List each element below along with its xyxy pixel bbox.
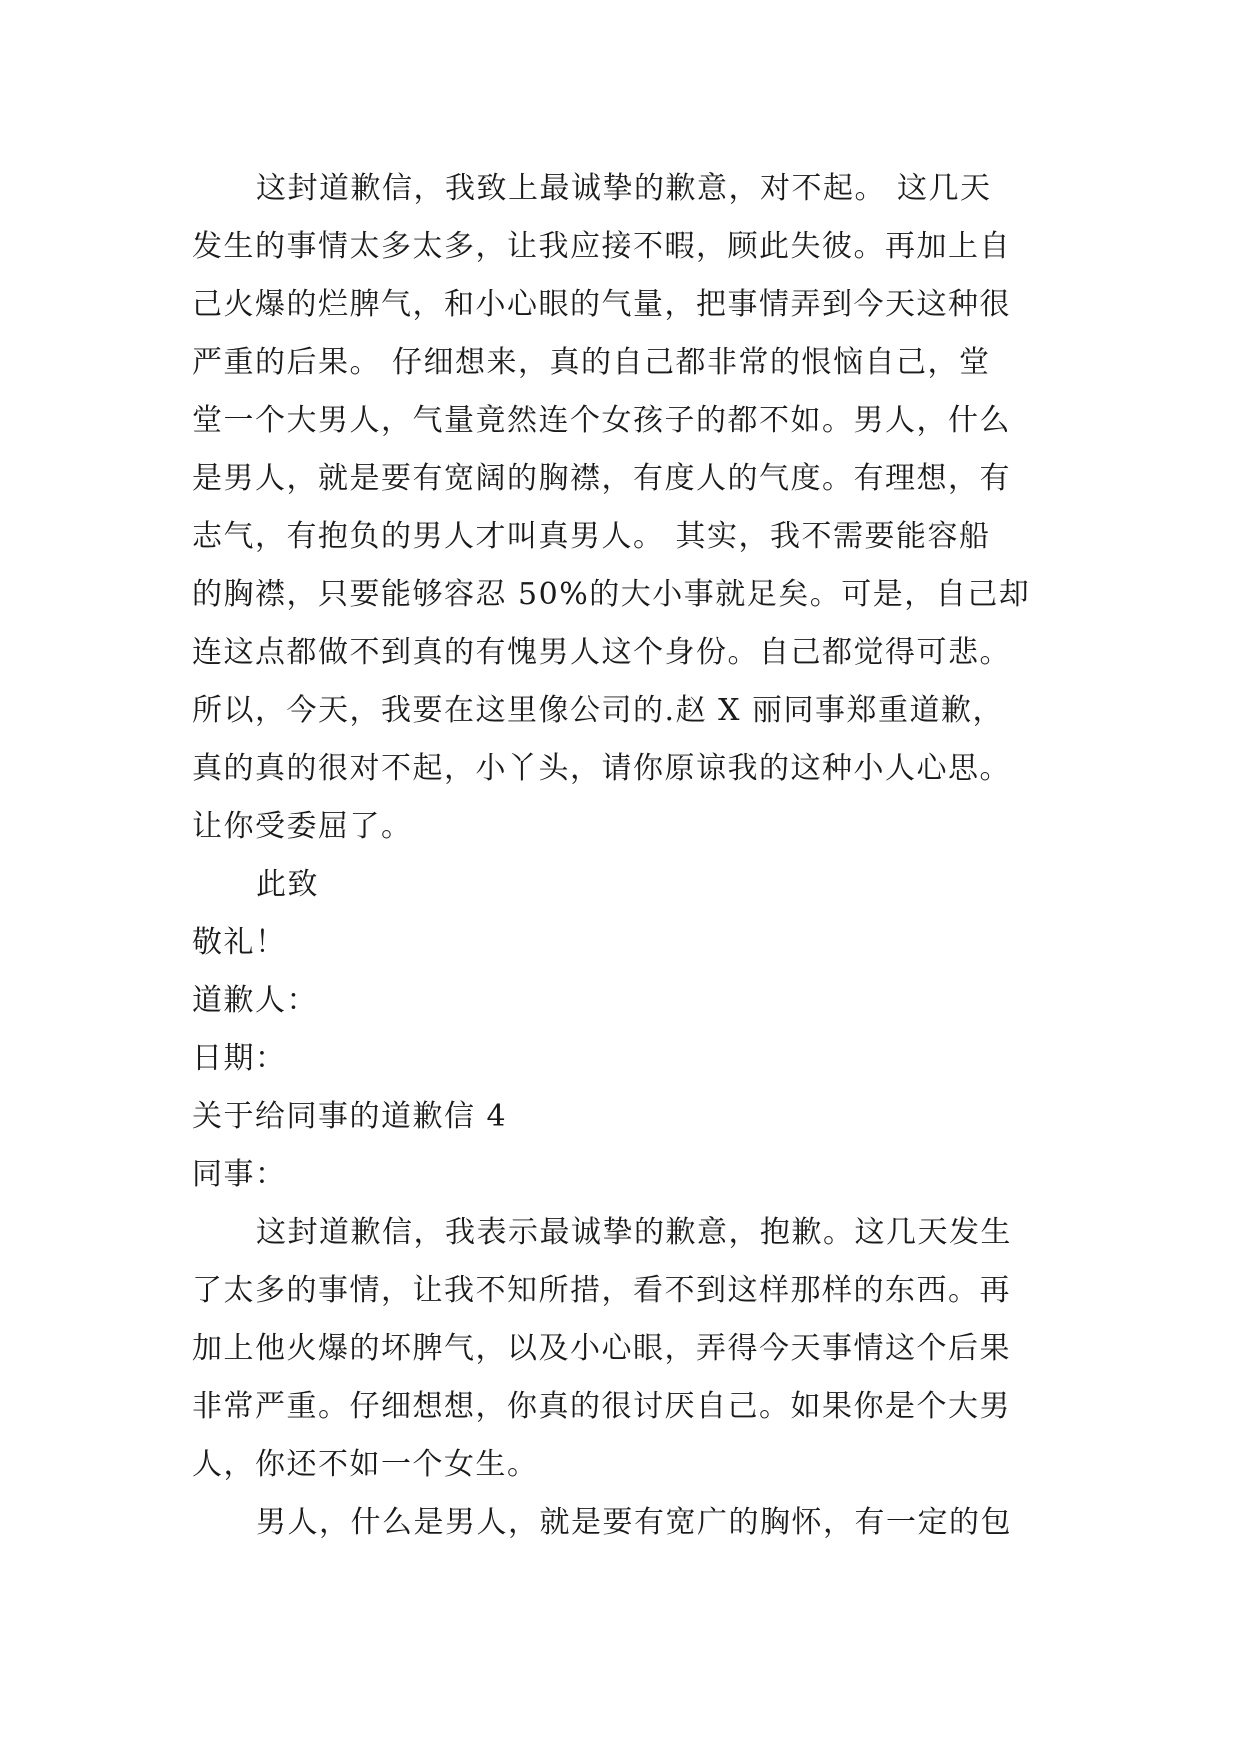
letter4-p1-line-4: 非常严重。仔细想想，你真的很讨厌自己。如果你是个大男 [192, 1389, 1011, 1424]
document-body [192, 160, 1092, 1552]
letter4-p1-line-2: 了太多的事情，让我不知所措，看不到这样那样的东西。再 [192, 1273, 1011, 1308]
letter3-line-9: 连这点都做不到真的有愧男人这个身份。自己都觉得可悲。 [192, 635, 1011, 670]
letter3-closing: 此致 [256, 867, 319, 902]
letter3-line-8: 的胸襟，只要能够容忍 50%的大小事就足矣。可是，自己却 [192, 577, 1031, 612]
letter3-line-7: 志气，有抱负的男人才叫真男人。 其实，我不需要能容船 [192, 519, 991, 554]
letter3-line-10: 所以，今天，我要在这里像公司的.赵 X 丽同事郑重道歉， [192, 693, 1004, 728]
letter3-salute: 敬礼！ [192, 925, 287, 960]
letter4-p1-line-5: 人，你还不如一个女生。 [192, 1447, 539, 1482]
letter3-signer-label: 道歉人： [192, 983, 318, 1018]
letter3-line-1: 这封道歉信，我致上最诚挚的歉意，对不起。 这几天 [256, 171, 992, 206]
letter4-p2-line-1: 男人，什么是男人，就是要有宽广的胸怀，有一定的包 [256, 1505, 1012, 1540]
letter4-title: 关于给同事的道歉信 4 [192, 1099, 508, 1134]
letter3-line-5: 堂一个大男人，气量竟然连个女孩子的都不如。男人，什么 [192, 403, 1011, 438]
letter3-line-6: 是男人，就是要有宽阔的胸襟，有度人的气度。有理想，有 [192, 461, 1011, 496]
letter4-p1-line-1: 这封道歉信，我表示最诚挚的歉意，抱歉。这几天发生 [256, 1215, 1012, 1250]
letter3-line-12: 让你受委屈了。 [192, 809, 413, 844]
letter3-line-3: 己火爆的烂脾气，和小心眼的气量，把事情弄到今天这种很 [192, 287, 1011, 322]
letter3-line-4: 严重的后果。 仔细想来，真的自己都非常的恨恼自己，堂 [192, 345, 991, 380]
letter4-p1-line-3: 加上他火爆的坏脾气，以及小心眼，弄得今天事情这个后果 [192, 1331, 1011, 1366]
letter4-greeting: 同事： [192, 1157, 287, 1192]
letter3-line-2: 发生的事情太多太多，让我应接不暇，顾此失彼。再加上自 [192, 229, 1011, 264]
letter3-date-label: 日期： [192, 1041, 287, 1076]
letter3-line-11: 真的真的很对不起，小丫头，请你原谅我的这种小人心思。 [192, 751, 1011, 786]
